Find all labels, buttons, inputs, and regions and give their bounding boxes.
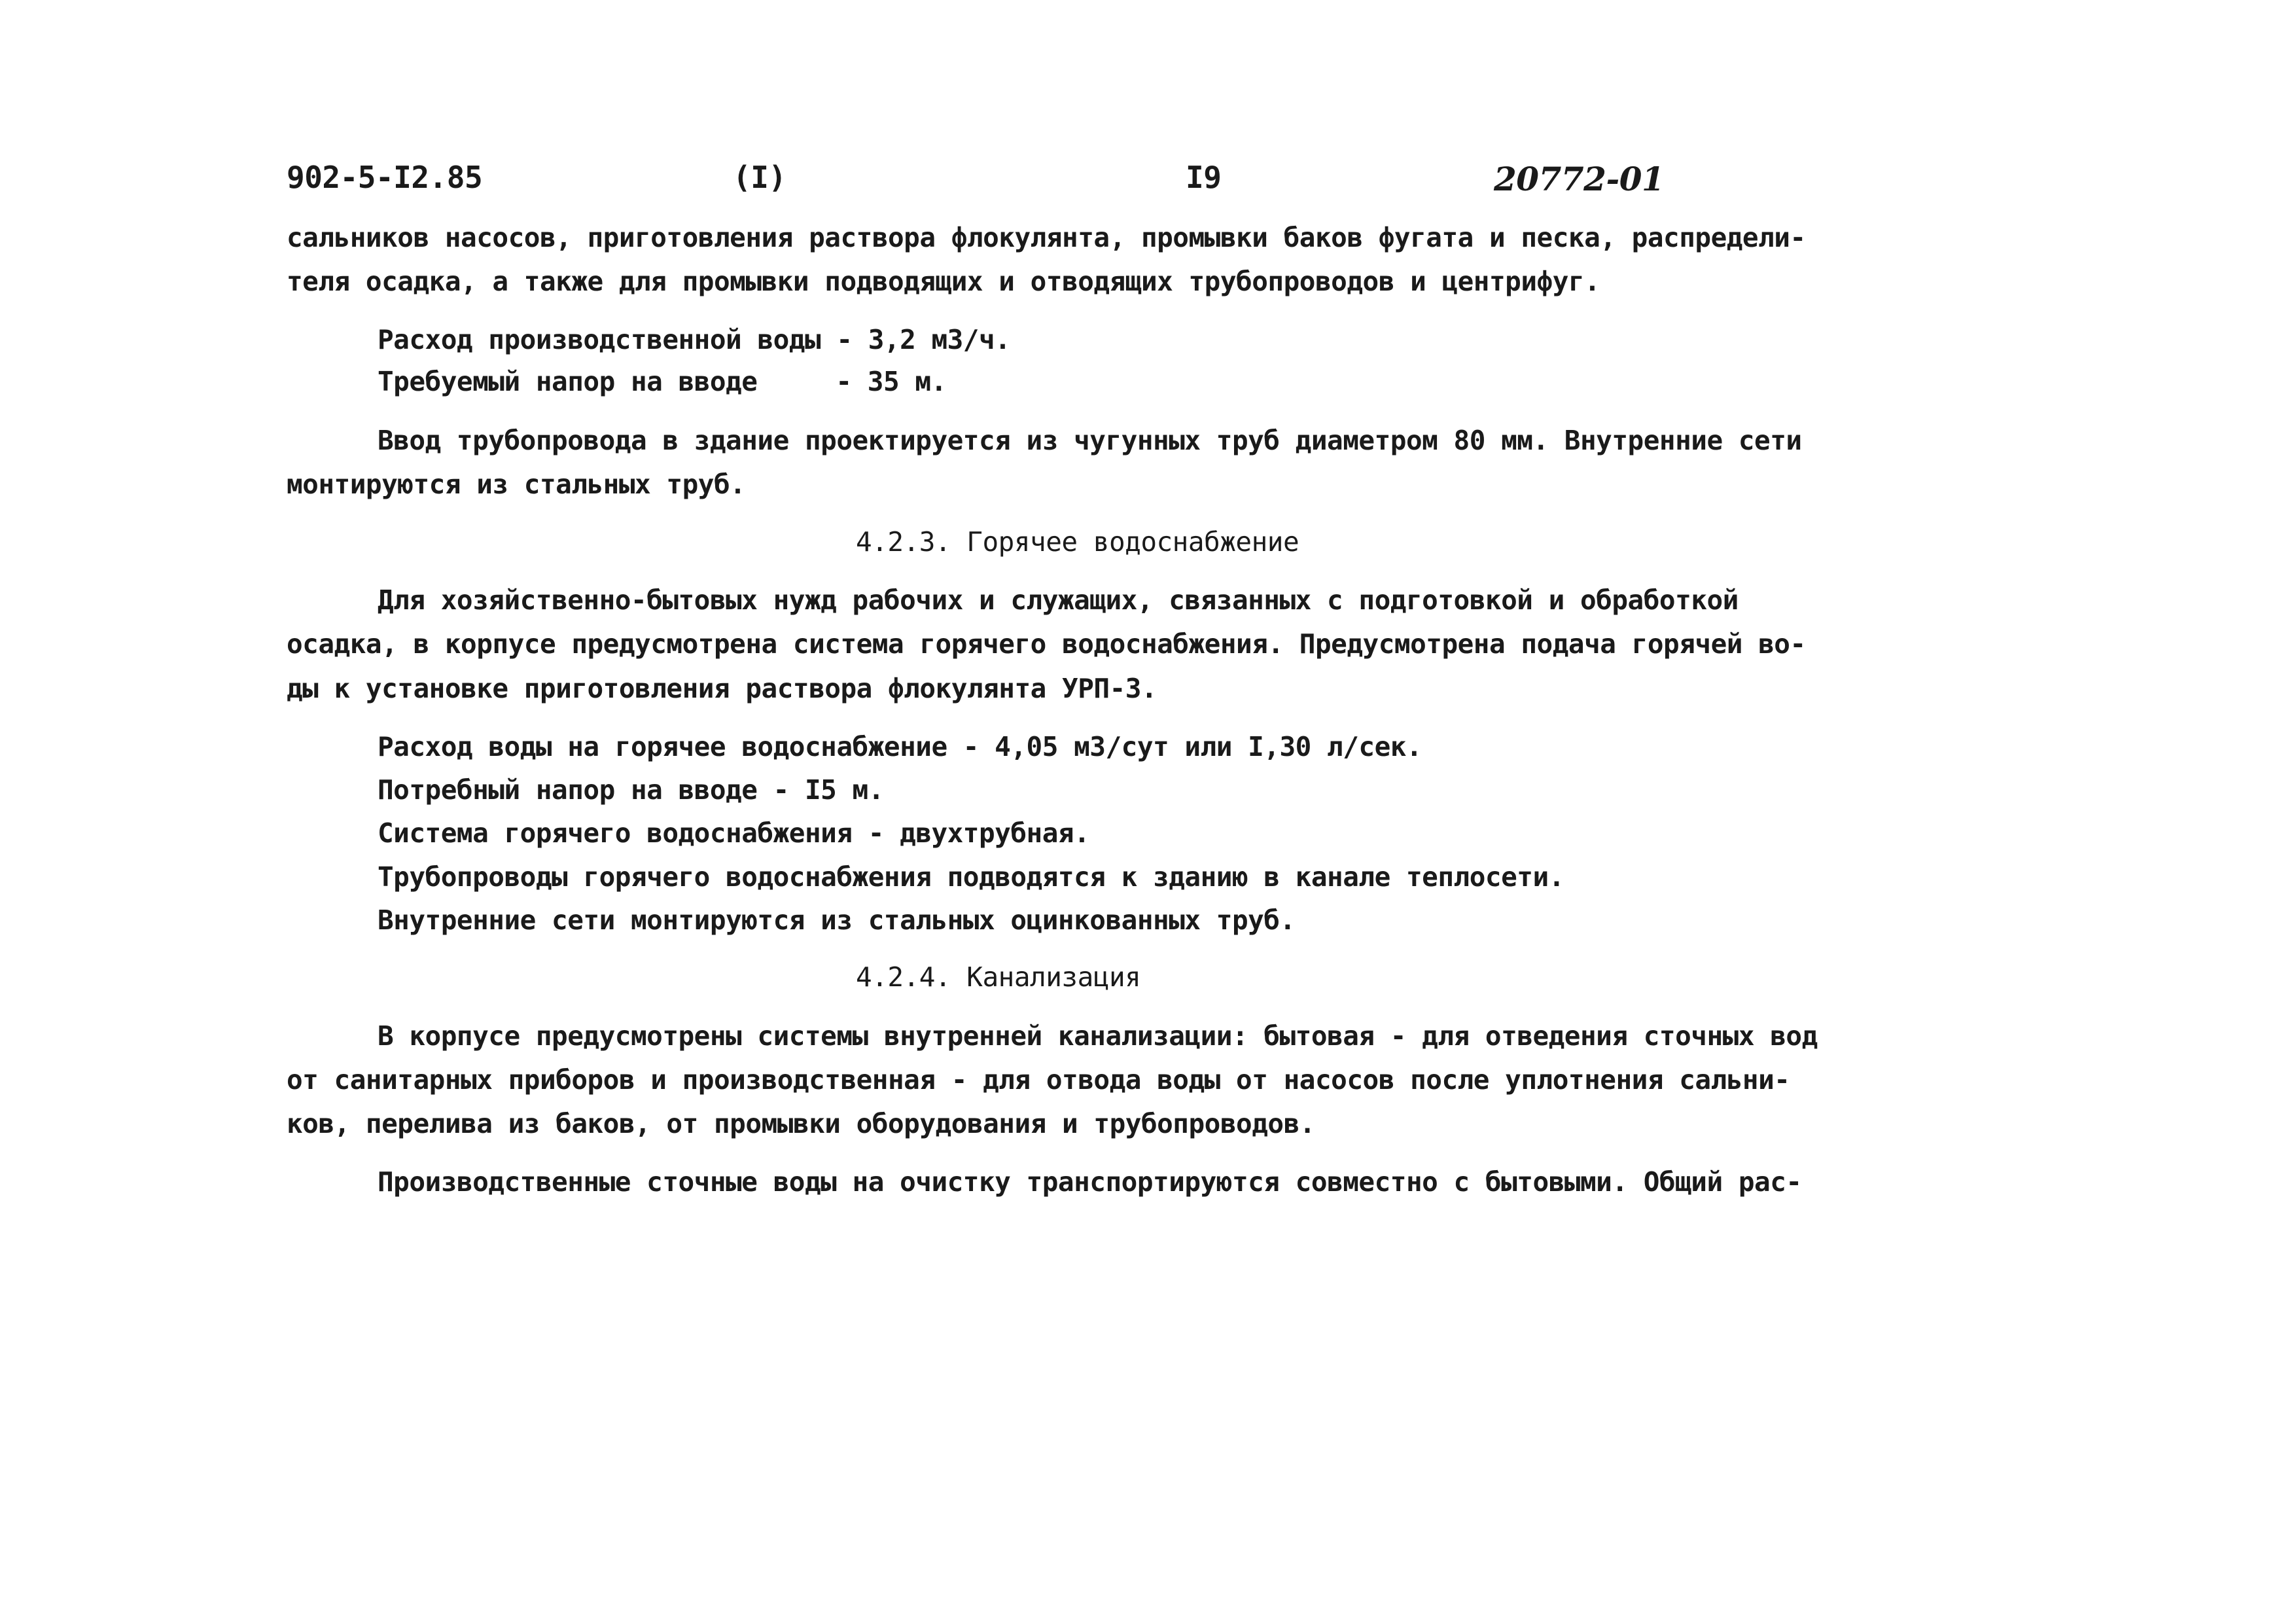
paragraph-line: Для хозяйственно-бытовых нужд рабочих и служащих, связанных с подготовкой и обработкой — [378, 584, 1739, 616]
paragraph-line: сальников насосов, приготовления раствора флокулянта, промывки баков фугата и песка, распредели- — [287, 222, 1806, 253]
paragraph-line: от санитарных приборов и производственная - для отвода воды от насосов после уплотнения сальни- — [287, 1064, 1790, 1096]
hot-water-head: Потребный напор на вводе - I5 м. — [378, 774, 884, 806]
hot-water-internal-networks: Внутренние сети монтируются из стальных оцинкованных труб. — [378, 904, 1296, 936]
page-number: I9 — [1186, 160, 1222, 195]
inventory-number: 20772-01 — [1494, 160, 1665, 198]
paragraph-line: осадка, в корпусе предусмотрена система горячего водоснабжения. Предусмотрена подача горячей во- — [287, 628, 1806, 660]
section-number: (I) — [733, 160, 786, 195]
paragraph-line: Ввод трубопровода в здание проектируется из чугунных труб диаметром 80 мм. Внутренние сети — [378, 425, 1802, 456]
hot-water-flow: Расход воды на горячее водоснабжение - 4,05 м3/сут или I,30 л/сек. — [378, 731, 1422, 762]
production-water-flow: Расход производственной воды - 3,2 м3/ч. — [378, 324, 1011, 355]
hot-water-pipes: Трубопроводы горячего водоснабжения подводятся к зданию в канале теплосети. — [378, 861, 1564, 893]
hot-water-system: Система горячего водоснабжения - двухтрубная. — [378, 817, 1090, 849]
section-heading-hot-water: 4.2.3. Горячее водоснабжение — [856, 526, 1299, 558]
paragraph-line: монтируются из стальных труб. — [287, 469, 746, 500]
paragraph-line: ды к установке приготовления раствора флокулянта УРП-3. — [287, 673, 1157, 704]
required-head-label: Требуемый напор на вводе — [378, 366, 758, 397]
paragraph-line: В корпусе предусмотрены системы внутренней канализации: бытовая - для отведения сточных вод — [378, 1020, 1818, 1052]
paragraph-line: теля осадка, а также для промывки подводящих и отводящих трубопроводов и центрифуг. — [287, 266, 1600, 297]
section-heading-sewage: 4.2.4. Канализация — [856, 961, 1141, 993]
required-head-value: - 35 м. — [836, 366, 947, 397]
required-head-line — [378, 368, 947, 395]
paragraph-line: Производственные сточные воды на очистку транспортируются совместно с бытовыми. Общий рас- — [378, 1166, 1802, 1198]
document-code: 902-5-I2.85 — [287, 160, 483, 195]
paragraph-line: ков, перелива из баков, от промывки оборудования и трубопроводов. — [287, 1108, 1315, 1139]
